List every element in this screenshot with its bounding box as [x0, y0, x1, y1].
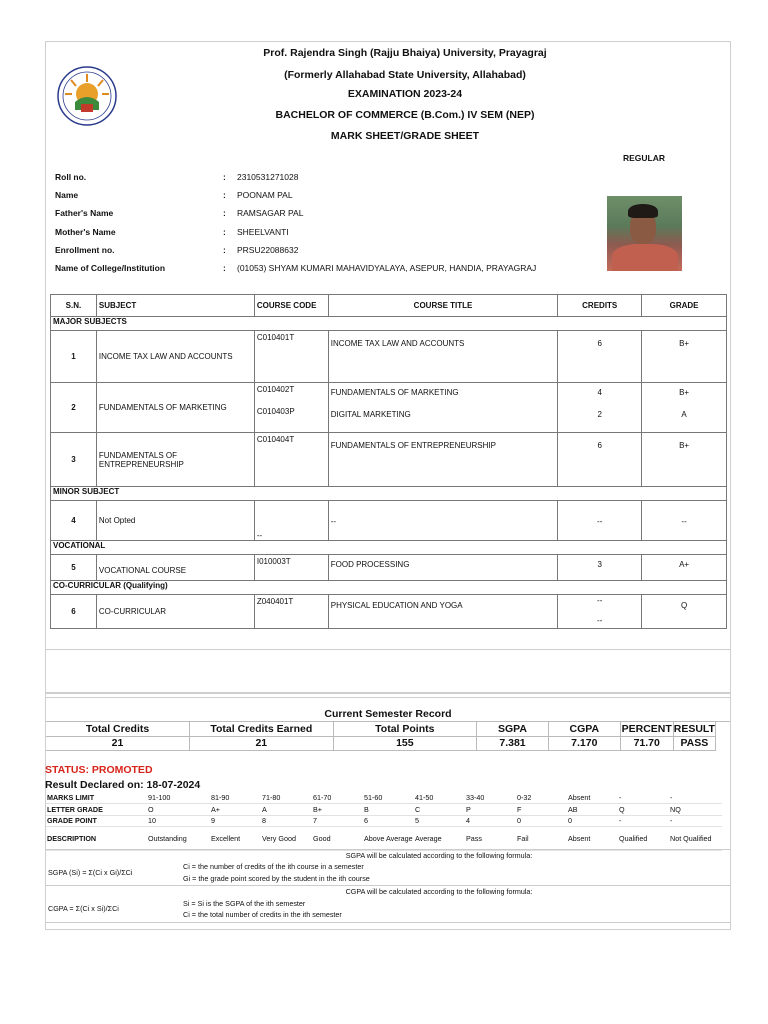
row-credits: 3 — [558, 555, 642, 581]
info-colon: : — [223, 208, 226, 218]
promotion-status: STATUS: PROMOTED — [45, 764, 153, 776]
row-grade: Q — [642, 595, 727, 629]
info-value: 2310531271028 — [237, 172, 299, 182]
row-course-code: C010404T — [254, 433, 328, 487]
grading-cell: 61-70 — [313, 792, 364, 804]
cgpa-formula-heading: CGPA will be calculated according to the following formula: — [345, 887, 533, 896]
grading-cell: Outstanding — [148, 827, 211, 851]
grading-row-marks — [46, 792, 722, 804]
record-header: SGPA — [477, 722, 549, 736]
section-vocational — [51, 541, 727, 555]
info-colon: : — [223, 245, 226, 255]
info-label: Name — [55, 190, 79, 200]
info-mother-name — [55, 227, 597, 241]
record-header: Total Points — [333, 722, 477, 736]
grading-cell: NQ — [670, 804, 722, 816]
row-grade-cell — [642, 383, 727, 433]
grading-cell: - — [670, 792, 722, 804]
row-course-code: Z040401T — [254, 595, 328, 629]
header-sn: S.N. — [51, 295, 97, 317]
info-enrollment — [55, 245, 597, 259]
row-credits-cell — [558, 595, 642, 629]
row-subject: CO-CURRICULAR — [96, 595, 254, 629]
grading-cell: A+ — [211, 804, 262, 816]
grading-row-point — [46, 815, 722, 827]
row-sn: 4 — [51, 501, 97, 541]
section-cocurricular — [51, 581, 727, 595]
grading-cell: Absent — [568, 827, 619, 851]
section-label: MAJOR SUBJECTS — [51, 317, 727, 331]
record-header-row — [46, 722, 716, 736]
row-sn: 2 — [51, 383, 97, 433]
header-grade: GRADE — [642, 295, 727, 317]
grading-cell: O — [148, 804, 211, 816]
row-grade: A+ — [642, 555, 727, 581]
row-course-code: C010403P — [256, 407, 295, 416]
row-course-title: INCOME TAX LAW AND ACCOUNTS — [328, 331, 558, 383]
header-credits: CREDITS — [558, 295, 642, 317]
row-course-code: I010003T — [254, 555, 328, 581]
semester-record-table — [46, 722, 716, 751]
grading-cell: 0 — [568, 815, 619, 827]
grading-cell: - — [619, 792, 670, 804]
header-course-title: COURSE TITLE — [328, 295, 558, 317]
record-credits-earned: 21 — [190, 736, 334, 750]
row-credits: -- — [597, 596, 603, 605]
row-credits: 6 — [558, 331, 642, 383]
record-sgpa: 7.381 — [477, 736, 549, 750]
section-label: MINOR SUBJECT — [51, 487, 727, 501]
row-credits: -- — [558, 501, 642, 541]
record-percent: 71.70 — [620, 736, 673, 750]
row-grade: B+ — [642, 433, 727, 487]
info-value: SHEELVANTI — [237, 227, 289, 237]
table-row — [51, 555, 727, 581]
record-total-credits: 21 — [46, 736, 190, 750]
table-row — [51, 383, 727, 433]
info-value: POONAM PAL — [237, 190, 293, 200]
grading-cell: 7 — [313, 815, 364, 827]
record-header: Total Credits Earned — [190, 722, 334, 736]
info-colon: : — [223, 190, 226, 200]
row-course-title: FUNDAMENTALS OF ENTREPRENEURSHIP — [328, 433, 558, 487]
row-subject: FUNDAMENTALS OF ENTREPRENEURSHIP — [96, 433, 254, 487]
info-label: Enrollment no. — [55, 245, 115, 255]
sgpa-formula: SGPA (Si) = Σ(Ci x Gi)/ΣCi — [48, 868, 133, 877]
info-colon: : — [223, 172, 226, 182]
program-name: BACHELOR OF COMMERCE (B.Com.) IV SEM (NEP) — [275, 109, 535, 121]
cgpa-formula-line: Ci = the total number of credits in the ith semester — [183, 910, 342, 919]
grading-cell: Absent — [568, 792, 619, 804]
grading-cell: Not Qualified — [670, 827, 722, 851]
university-former-name: (Formerly Allahabad State University, Allahabad) — [284, 69, 526, 81]
info-name — [55, 190, 597, 204]
info-college — [55, 263, 597, 277]
blank-remarks-box — [45, 649, 731, 693]
grading-cell: 0-32 — [517, 792, 568, 804]
section-minor — [51, 487, 727, 501]
grading-cell: 5 — [415, 815, 466, 827]
header-subject: SUBJECT — [96, 295, 254, 317]
grading-cell: C — [415, 804, 466, 816]
grading-cell: B — [364, 804, 415, 816]
row-grade: B+ — [679, 388, 690, 397]
grading-cell: Above Average — [364, 827, 415, 851]
marks-header-row — [51, 295, 727, 317]
info-colon: : — [223, 227, 226, 237]
record-header: PERCENT — [621, 722, 672, 735]
result-declared-date: Result Declared on: 18-07-2024 — [45, 779, 201, 791]
grading-cell: 9 — [211, 815, 262, 827]
row-subject: INCOME TAX LAW AND ACCOUNTS — [96, 331, 254, 383]
info-value: PRSU22088632 — [237, 245, 299, 255]
row-credits: 4 — [597, 388, 602, 397]
grading-scheme-table — [46, 792, 722, 851]
row-credits: 6 — [558, 433, 642, 487]
row-course-title: -- — [328, 501, 558, 541]
grading-cell: 10 — [148, 815, 211, 827]
university-name: Prof. Rajendra Singh (Rajju Bhaiya) University, Prayagraj — [263, 47, 547, 59]
cgpa-formula-line: Si = Si is the SGPA of the ith semester — [183, 899, 306, 908]
grading-label: GRADE POINT — [46, 815, 148, 827]
cgpa-formula: CGPA = Σ(Ci x Si)/ΣCi — [48, 904, 119, 913]
grading-cell: Good — [313, 827, 364, 851]
document-title: MARK SHEET/GRADE SHEET — [330, 130, 480, 142]
row-sn: 1 — [51, 331, 97, 383]
record-title: Current Semester Record — [46, 708, 730, 722]
row-course-title: FUNDAMENTALS OF MARKETING — [330, 388, 459, 397]
record-value-row — [46, 736, 716, 750]
info-colon: : — [223, 263, 226, 273]
table-row — [51, 433, 727, 487]
grading-cell: Excellent — [211, 827, 262, 851]
grading-cell: B+ — [313, 804, 364, 816]
row-grade: -- — [642, 501, 727, 541]
info-value: RAMSAGAR PAL — [237, 208, 304, 218]
grading-cell: 51-60 — [364, 792, 415, 804]
table-row — [51, 595, 727, 629]
row-course-title: FOOD PROCESSING — [328, 555, 558, 581]
grading-cell: AB — [568, 804, 619, 816]
grading-cell: - — [619, 815, 670, 827]
grading-cell: 0 — [517, 815, 568, 827]
blank-divider — [45, 693, 731, 698]
section-label: VOCATIONAL — [51, 541, 727, 555]
record-result: PASS — [673, 736, 715, 750]
record-header: Total Credits — [46, 722, 190, 736]
row-sn: 5 — [51, 555, 97, 581]
grading-cell: 8 — [262, 815, 313, 827]
info-value: (01053) SHYAM KUMARI MAHAVIDYALAYA, ASEPUR, HANDIA, PRAYAGRAJ — [237, 263, 537, 273]
record-header: CGPA — [548, 722, 620, 736]
info-label: Mother's Name — [55, 227, 116, 237]
row-sn: 6 — [51, 595, 97, 629]
row-course-title: DIGITAL MARKETING — [330, 410, 411, 419]
section-major — [51, 317, 727, 331]
grading-cell: 71-80 — [262, 792, 313, 804]
grading-cell: - — [670, 815, 722, 827]
grading-cell: Q — [619, 804, 670, 816]
university-logo-icon — [55, 66, 119, 126]
row-course-code-cell — [254, 383, 328, 433]
info-father-name — [55, 208, 597, 222]
sgpa-formula-line: Gi = the grade point scored by the student in the ith course — [183, 874, 370, 883]
exam-session: EXAMINATION 2023-24 — [347, 88, 463, 100]
grading-label: LETTER GRADE — [46, 804, 148, 816]
row-course-code: -- — [254, 501, 328, 541]
header-course-code: COURSE CODE — [254, 295, 328, 317]
grading-cell: A — [262, 804, 313, 816]
info-label: Roll no. — [55, 172, 87, 182]
grading-cell: 4 — [466, 815, 517, 827]
row-course-code: C010402T — [256, 385, 295, 394]
grading-cell: P — [466, 804, 517, 816]
table-row — [51, 331, 727, 383]
grading-cell: Average — [415, 827, 466, 851]
grading-cell: 81-90 — [211, 792, 262, 804]
row-course-title: PHYSICAL EDUCATION AND YOGA — [328, 595, 558, 629]
sgpa-formula-line: Ci = the number of credits of the ith course in a semester — [183, 862, 364, 871]
exam-type: REGULAR — [622, 153, 666, 163]
section-label: CO-CURRICULAR (Qualifying) — [51, 581, 727, 595]
row-credits-cell — [558, 383, 642, 433]
record-total-points: 155 — [333, 736, 477, 750]
grading-cell: 91-100 — [148, 792, 211, 804]
grading-cell: Pass — [466, 827, 517, 851]
row-grade: B+ — [642, 331, 727, 383]
row-credits: -- — [597, 616, 603, 625]
row-grade: A — [681, 410, 687, 419]
grading-cell: 6 — [364, 815, 415, 827]
grading-cell: Qualified — [619, 827, 670, 851]
grading-row-letter — [46, 804, 722, 816]
info-roll-no — [55, 172, 597, 186]
row-sn: 3 — [51, 433, 97, 487]
table-row — [51, 501, 727, 541]
grading-row-description — [46, 827, 722, 851]
info-label: Name of College/Institution — [55, 263, 166, 273]
record-cgpa: 7.170 — [548, 736, 620, 750]
grading-cell: Fail — [517, 827, 568, 851]
grading-label: MARKS LIMIT — [46, 792, 148, 804]
row-course-title-cell — [328, 383, 558, 433]
record-header: RESULT — [673, 722, 715, 735]
row-subject: Not Opted — [96, 501, 254, 541]
row-course-code: C010401T — [254, 331, 328, 383]
grading-cell: F — [517, 804, 568, 816]
grading-label: DESCRIPTION — [46, 827, 148, 851]
row-credits: 2 — [597, 410, 602, 419]
grading-cell: Very Good — [262, 827, 313, 851]
student-photo — [607, 196, 682, 271]
info-label: Father's Name — [55, 208, 114, 218]
row-subject: FUNDAMENTALS OF MARKETING — [96, 383, 254, 433]
marks-table — [50, 294, 727, 629]
row-subject: VOCATIONAL COURSE — [96, 555, 254, 581]
sgpa-formula-heading: SGPA will be calculated according to the following formula: — [345, 851, 533, 860]
grading-cell: 41-50 — [415, 792, 466, 804]
cgpa-formula-block — [45, 885, 731, 923]
grading-cell: 33-40 — [466, 792, 517, 804]
sgpa-formula-block — [45, 849, 731, 885]
